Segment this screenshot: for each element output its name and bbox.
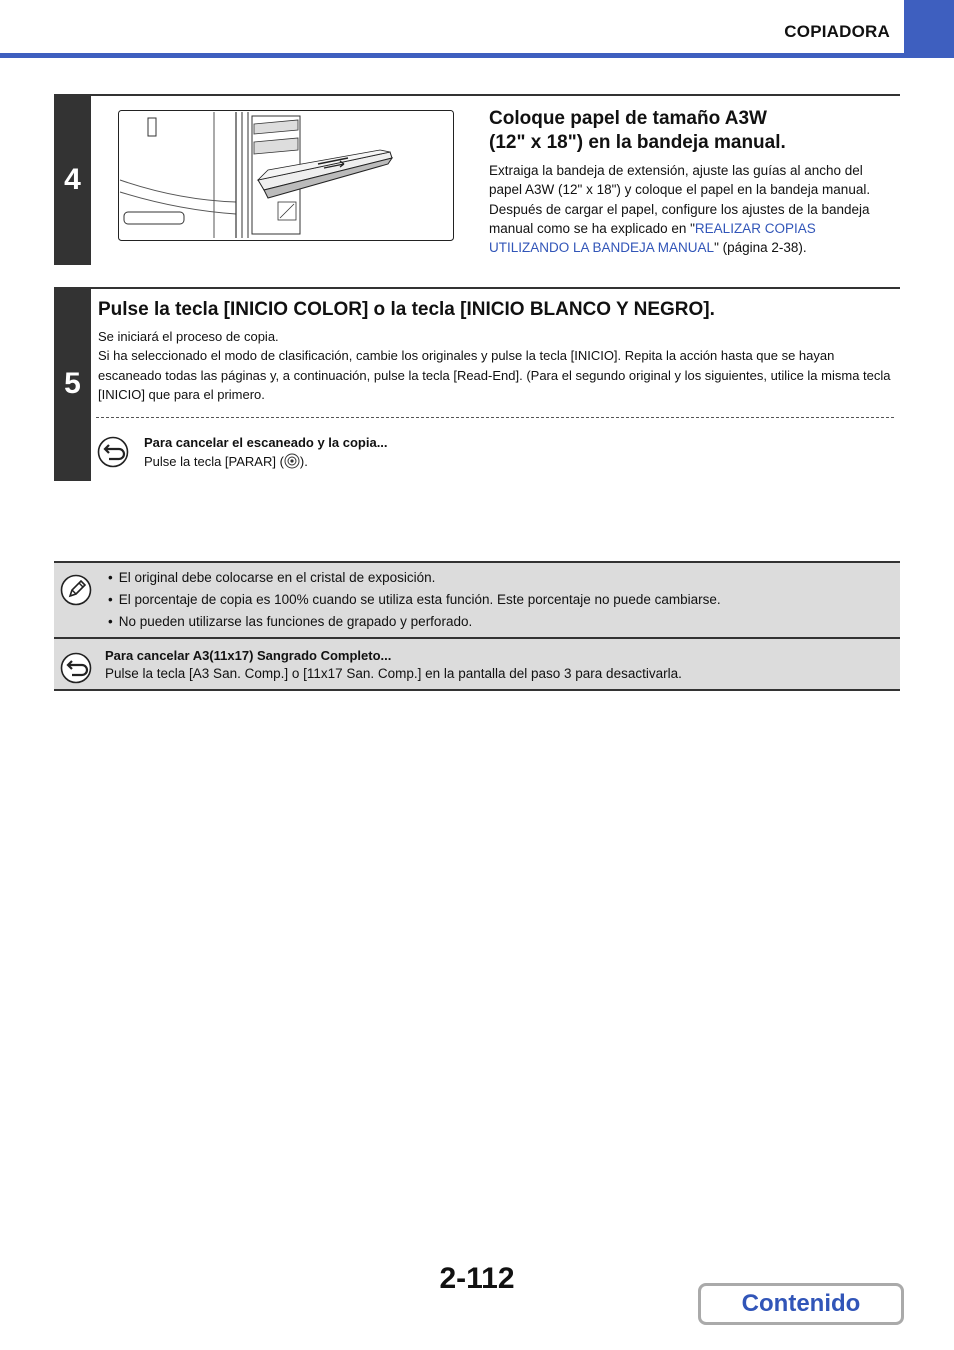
cancel-note-text (144, 453, 308, 474)
cancel-note-icon (97, 436, 129, 468)
step4-number: 4 (54, 94, 91, 265)
step5-number: 5 (54, 287, 91, 481)
step4-top-rule (54, 94, 900, 96)
info-box-separator (54, 637, 900, 639)
step4-title-line2: (12" x 18") en la bandeja manual. (489, 132, 786, 153)
step5-content (98, 298, 893, 404)
cancel-note-title: Para cancelar el escaneado y la copia... (144, 435, 388, 450)
info-bullet: • No pueden utilizarse las funciones de grapado y perforado. (108, 611, 888, 633)
step5-body-line2: Si ha seleccionado el modo de clasificación, cambie los originales y pulse la tecla [INICIO]. Repita la acción hasta que se hayan escaneado todas las páginas y, a continuación, pulse la tecla [Read-End]. (Para el segundo original y los siguientes, utilice la misma tecla [INICIO] que para el primero. (98, 348, 891, 402)
copier-bypass-tray-illustration (118, 110, 454, 241)
cancel-fullbleed-icon (60, 652, 92, 684)
info-bullet-list (108, 567, 888, 633)
step4-title (489, 107, 894, 155)
info-bullet: • El original debe colocarse en el cristal de exposición. (108, 567, 888, 589)
step4-content (489, 107, 894, 257)
step5-top-rule (54, 287, 900, 289)
step5-dashed-divider (96, 417, 894, 418)
manual-tray-link[interactable]: REALIZAR COPIAS UTILIZANDO LA BANDEJA MANUAL (489, 220, 816, 256)
step5-title: Pulse la tecla [INICIO COLOR] o la tecla [INICIO BLANCO Y NEGRO]. (98, 299, 715, 320)
info-bullet: • El porcentaje de copia es 100% cuando se utiliza esta función. Este porcentaje no puede cambiarse. (108, 589, 888, 611)
step4-title-line1: Coloque papel de tamaño A3W (489, 108, 767, 129)
step4-body (489, 161, 894, 257)
pencil-note-icon (60, 574, 92, 606)
section-title: COPIADORA (784, 22, 890, 41)
step5-body-line1: Se iniciará el proceso de copia. (98, 329, 279, 344)
cancel-fullbleed-title: Para cancelar A3(11x17) Sangrado Completo... (105, 648, 392, 663)
step4-body-text: Extraiga la bandeja de extensión, ajuste las guías al ancho del papel A3W (12" x 18") y coloque el papel en la bandeja manual. Después de cargar el papel, configure los ajustes de la bandeja manual como se ha explicado en " (489, 163, 871, 236)
page-number: 2-112 (439, 1262, 515, 1295)
contents-button[interactable]: Contenido (698, 1283, 904, 1325)
cancel-fullbleed-text: Pulse la tecla [A3 San. Comp.] o [11x17 San. Comp.] en la pantalla del paso 3 para desactivarla. (105, 666, 682, 681)
cancel-note-text-start: Pulse la tecla [PARAR] ( (144, 454, 284, 469)
cancel-note-text-end: ). (299, 454, 308, 469)
header-rule (0, 53, 954, 58)
step4-body-text-end: " (página 2-38). (714, 240, 807, 256)
stop-key-icon (284, 453, 300, 474)
header-tab (904, 0, 954, 58)
step4-illustration (118, 110, 454, 241)
